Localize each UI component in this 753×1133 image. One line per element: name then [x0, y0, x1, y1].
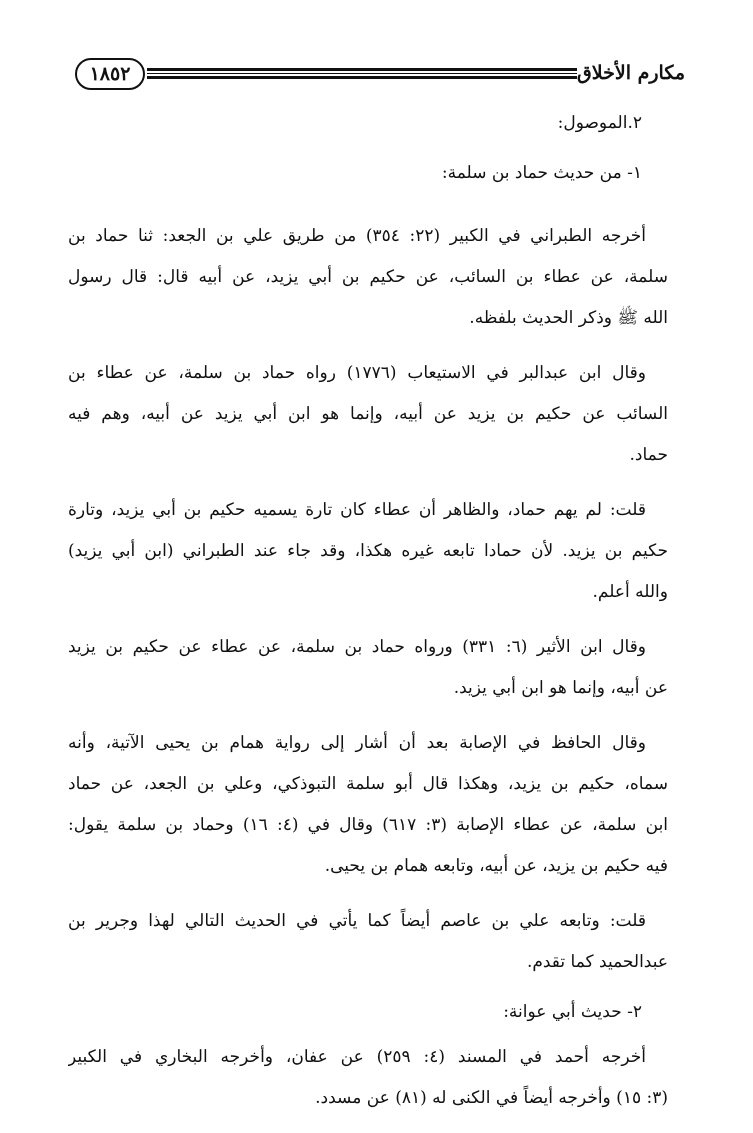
text-line: السائب عن حكيم بن يزيد عن أبيه، وإنما هو ابن أبي يزيد عن أبيه، وهم فيه	[68, 404, 668, 424]
paragraph-comment-1	[68, 490, 668, 613]
paragraph-ibn-abdulbarr	[68, 353, 668, 476]
subsection-heading: ٢- حديث أبي عوانة:	[503, 1002, 642, 1022]
text-line: أخرجه أحمد في المسند (٤: ٢٥٩) عن عفان، وأخرجه البخاري في الكبير	[68, 1047, 647, 1067]
text-line: قلت: لم يهم حماد، والظاهر أن عطاء كان تارة يسميه حكيم بن أبي يزيد، وتارة	[68, 500, 646, 520]
text-line: أخرجه الطبراني في الكبير (٢٢: ٣٥٤) من طريق علي بن الجعد: ثنا حماد بن	[68, 226, 646, 246]
header-rule-thin	[147, 73, 577, 74]
text-line: سلمة، عن عطاء بن السائب، عن حكيم بن أبي يزيد، عن أبيه قال: قال رسول	[68, 267, 668, 287]
section-heading: ٢.الموصول:	[557, 113, 642, 133]
paragraph-comment-2	[68, 901, 668, 983]
header-rule	[147, 68, 577, 80]
text-line: الله ﷺ وذكر الحديث بلفظه.	[469, 308, 668, 328]
header-rule-thick-bottom	[147, 76, 577, 79]
text-line: (٣: ١٥) وأخرجه أيضاً في الكنى له (٨١) عن مسدد.	[315, 1088, 668, 1108]
text-line: قلت: وتابعه علي بن عاصم أيضاً كما يأتي في الحديث التالي لهذا وجرير بن	[68, 911, 646, 931]
paragraph-ibn-athir	[68, 627, 668, 709]
paragraph-hafiz	[68, 723, 668, 887]
text-line: وقال ابن الأثير (٦: ٣٣١) ورواه حماد بن سلمة، عن عطاء عن حكيم بن يزيد	[68, 637, 646, 657]
paragraph-tabarani	[68, 216, 668, 339]
page-body	[68, 108, 668, 1133]
page-number: ١٨٥٢	[75, 58, 145, 90]
text-line: عبدالحميد كما تقدم.	[526, 952, 668, 972]
text-line: حماد.	[629, 445, 668, 465]
text-line: فيه حكيم بن يزيد، عن أبيه، وتابعه همام بن يحيى.	[324, 856, 668, 876]
paragraph-ahmad	[68, 1037, 668, 1119]
text-line: عن أبيه، وإنما هو ابن أبي يزيد.	[453, 678, 668, 698]
text-line: والله أعلم.	[592, 582, 668, 602]
text-line: وقال ابن عبدالبر في الاستيعاب (١٧٧٦) رواه حماد بن سلمة، عن عطاء بن	[68, 363, 646, 383]
running-header	[75, 58, 685, 94]
text-line: سماه، حكيم بن يزيد، وهكذا قال أبو سلمة التبوذكي، وعلي بن الجعد، عن حماد	[68, 774, 668, 794]
running-title: مكارم الأخلاق	[577, 62, 685, 84]
subsection-heading: ١- من حديث حماد بن سلمة:	[441, 163, 642, 183]
text-line: ابن سلمة، عن عطاء الإصابة (٣: ٦١٧) وقال في (٤: ١٦) وحماد بن سلمة يقول:	[68, 815, 668, 835]
text-line: حكيم بن يزيد. لأن حمادا تابعه غيره هكذا، وقد جاء عند الطبراني (ابن أبي يزيد)	[68, 541, 668, 561]
text-line: وقال الحافظ في الإصابة بعد أن أشار إلى رواية همام بن يحيى الآتية، وأنه	[68, 733, 646, 753]
header-rule-thick-top	[147, 68, 577, 71]
